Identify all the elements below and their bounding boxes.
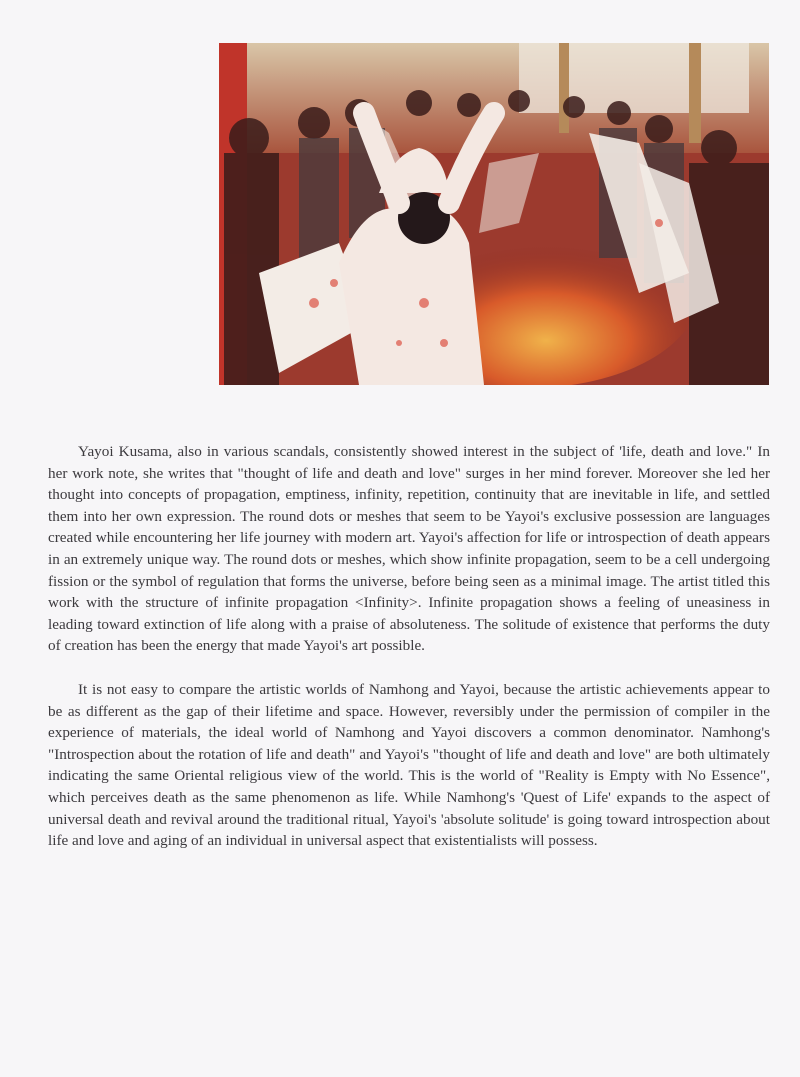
article-body <box>48 441 770 852</box>
paragraph-kusama: Yayoi Kusama, also in various scandals, consistently showed interest in the subject of 'life, death and love." In her work note, she writes that "thought of life and death and love" surges in her mind forever. Moreover she led her thought into concepts of propagation, emptiness, infinity, repetition, continuity that are inevitable in life, and settled them into her own expression. The round dots or meshes that seem to be Yayoi's exclusive possession are languages created while encountering her life journey with modern art. Yayoi's affection for life or introspection of death appears in an extremely unique way. The round dots or meshes, which show infinite propagation, seem to be a cell undergoing fission or the symbol of regulation that forms the universe, before being seen as a minimal image. The artist titled this work with the structure of infinite propagation <Infinity>. Infinite propagation shows a feeling of uneasiness in leading toward extinction of life along with a praise of absoluteness. The solitude of existence that performs the duty of creation has been the energy that made Yayoi's art possible. <box>48 443 770 655</box>
paragraph-comparison: It is not easy to compare the artistic worlds of Namhong and Yayoi, because the artistic achievements appear to be as different as the gap of their lifetime and space. However, reversibly under the permission of compiler in the experience of materials, the ideal world of Namhong and Yayoi discovers a common denominator. Namhong's "Introspection about the rotation of life and death" and Yayoi's "thought of life and death and love" are both ultimately indicating the same Oriental religious view of the world. This is the world of "Reality is Empty with No Essence", which perceives death as the same phenomenon as life. While Namhong's 'Quest of Life' expands to the aspect of universal death and revival around the traditional ritual, Yayoi's 'absolute solitude' is going toward introspection about life and love and aging of an individual in universal aspect that existentialists will possess. <box>48 680 770 850</box>
performance-photo <box>219 43 769 385</box>
performance-photo-illustration <box>219 43 769 385</box>
